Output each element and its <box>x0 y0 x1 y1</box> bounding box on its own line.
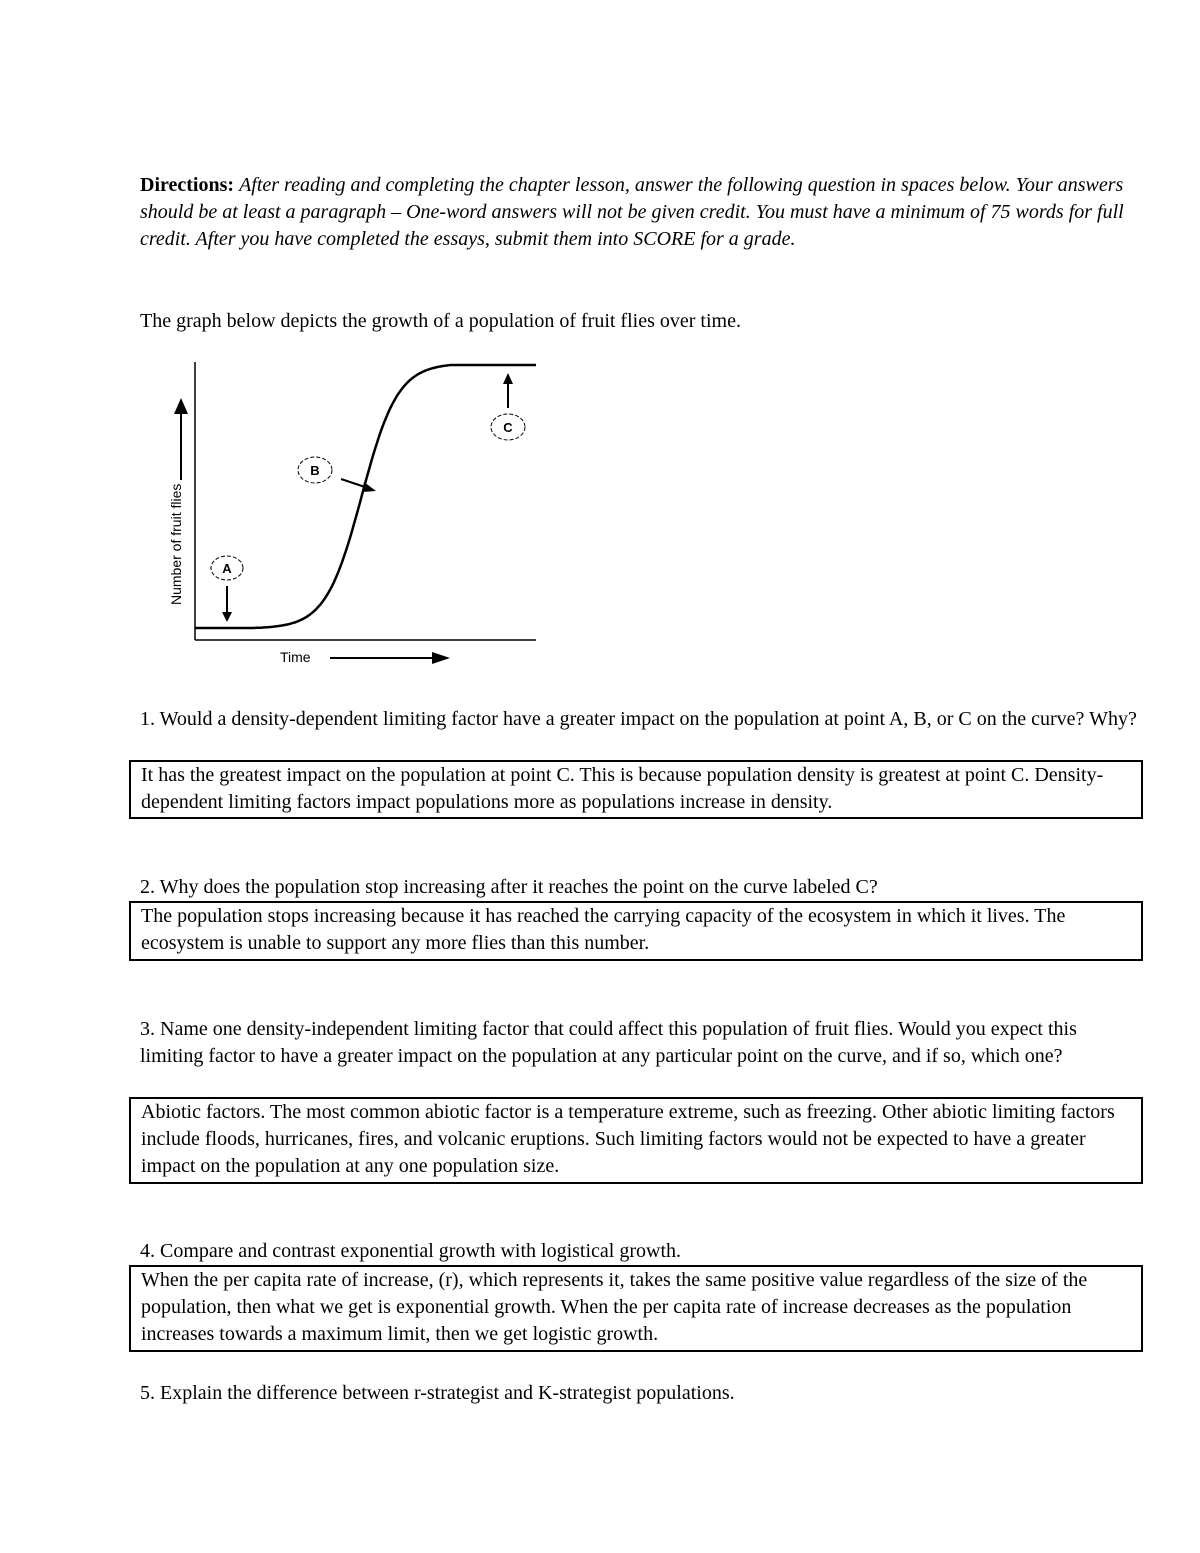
x-axis-label: Time <box>280 649 311 665</box>
arrow-up-icon <box>503 373 513 384</box>
label-a: A <box>222 561 232 576</box>
arrow-right-icon <box>362 482 376 492</box>
answer-box-1[interactable]: It has the greatest impact on the population at point C. This is because population density is greatest at point C. Density-dependent limiting factors impact populations more as populations increase in density. <box>129 760 1143 819</box>
y-arrow-icon <box>174 398 188 414</box>
label-c: C <box>503 420 513 435</box>
directions-text: After reading and completing the chapter lesson, answer the following question in spaces below. Your answers should be at least a paragraph – One-word answers will not be given credit. You must have a minimum of 75 words for full credit. After you have completed the essays, submit them into SCORE for a grade. <box>140 174 1124 250</box>
label-b: B <box>310 463 320 478</box>
question-3: 3. Name one density-independent limiting factor that could affect this population of fruit flies. Would you expect this limiting factor to have a greater impact on the population at any particular point on the curve, and if so, which one? <box>140 1018 1077 1067</box>
y-axis-label: Number of fruit flies <box>168 483 184 605</box>
arrow-down-icon <box>222 612 232 622</box>
x-arrow-icon <box>432 652 450 664</box>
directions <box>140 172 1140 253</box>
directions-label: Directions: <box>140 174 235 196</box>
label-c-marker <box>491 373 525 440</box>
question-2: 2. Why does the population stop increasing after it reaches the point on the curve labeled C? <box>140 876 878 898</box>
question-1: 1. Would a density-dependent limiting factor have a greater impact on the population at point A, B, or C on the curve? Why? <box>140 708 1137 730</box>
population-graph <box>150 350 570 680</box>
question-5: 5. Explain the difference between r-strategist and K-strategist populations. <box>140 1382 735 1404</box>
intro-text: The graph below depicts the growth of a population of fruit flies over time. <box>140 310 741 332</box>
label-b-marker <box>298 457 376 492</box>
answer-box-2[interactable]: The population stops increasing because it has reached the carrying capacity of the ecosystem in which it lives. The ecosystem is unable to support any more flies than this number. <box>129 901 1143 961</box>
label-a-marker <box>211 556 243 622</box>
answer-box-3[interactable]: Abiotic factors. The most common abiotic factor is a temperature extreme, such as freezing. Other abiotic limiting factors include floods, hurricanes, fires, and volcanic eruptions. Such limiting factors would not be expected to have a greater impact on the population at any one population size. <box>129 1097 1143 1184</box>
answer-box-4[interactable]: When the per capita rate of increase, (r), which represents it, takes the same positive value regardless of the size of the population, then what we get is exponential growth. When the per capita rate of increase decreases as the population increases towards a maximum limit, then we get logistic growth. <box>129 1265 1143 1352</box>
growth-curve <box>195 365 536 628</box>
question-4: 4. Compare and contrast exponential growth with logistical growth. <box>140 1240 681 1262</box>
